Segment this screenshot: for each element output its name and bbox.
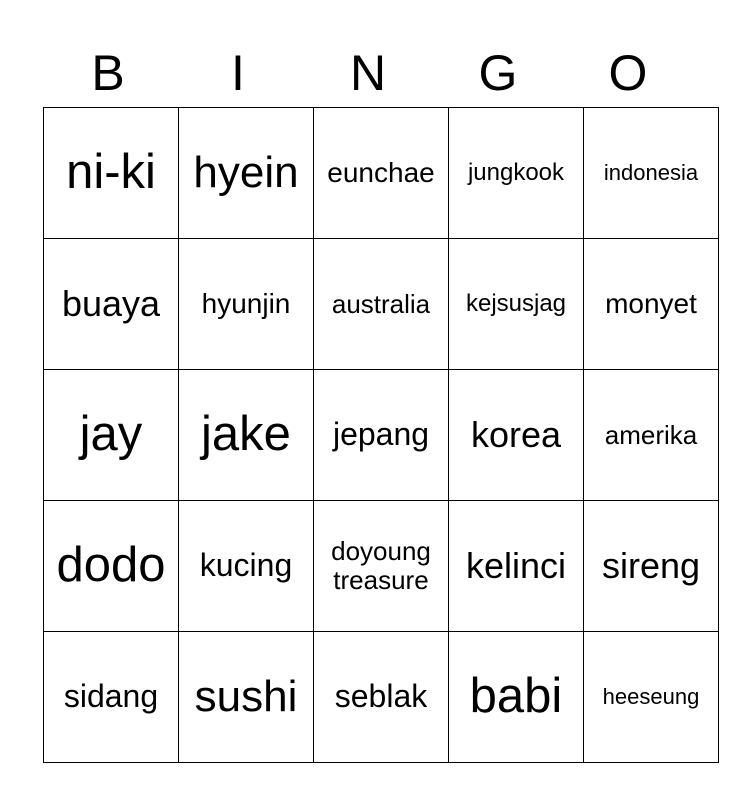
bingo-cell[interactable]: kejsusjag bbox=[449, 239, 584, 370]
board-row bbox=[44, 632, 719, 763]
bingo-cell[interactable]: jepang bbox=[314, 370, 449, 501]
bingo-cell[interactable]: monyet bbox=[584, 239, 719, 370]
bingo-cell[interactable]: heeseung bbox=[584, 632, 719, 763]
header-letter-b: B bbox=[91, 45, 125, 101]
bingo-cell[interactable]: amerika bbox=[584, 370, 719, 501]
bingo-cell[interactable]: buaya bbox=[44, 239, 179, 370]
bingo-cell[interactable]: jay bbox=[44, 370, 179, 501]
board-row bbox=[44, 370, 719, 501]
header-letter-o: O bbox=[608, 45, 648, 101]
bingo-board bbox=[43, 107, 719, 763]
bingo-cell[interactable]: australia bbox=[314, 239, 449, 370]
bingo-cell[interactable]: indonesia bbox=[584, 108, 719, 239]
bingo-cell[interactable]: sireng bbox=[584, 501, 719, 632]
bingo-header bbox=[43, 40, 693, 106]
board-row bbox=[44, 501, 719, 632]
bingo-cell[interactable]: dodo bbox=[44, 501, 179, 632]
header-letter-g: G bbox=[478, 45, 518, 101]
bingo-cell[interactable]: jungkook bbox=[449, 108, 584, 239]
bingo-cell[interactable]: jake bbox=[179, 370, 314, 501]
bingo-cell[interactable]: kelinci bbox=[449, 501, 584, 632]
header-letter-i: I bbox=[231, 45, 245, 101]
bingo-cell[interactable]: babi bbox=[449, 632, 584, 763]
bingo-cell[interactable]: kucing bbox=[179, 501, 314, 632]
board-row bbox=[44, 108, 719, 239]
bingo-cell[interactable]: sidang bbox=[44, 632, 179, 763]
bingo-cell[interactable]: korea bbox=[449, 370, 584, 501]
bingo-cell[interactable]: ni-ki bbox=[44, 108, 179, 239]
bingo-cell[interactable]: eunchae bbox=[314, 108, 449, 239]
bingo-cell[interactable]: seblak bbox=[314, 632, 449, 763]
bingo-cell[interactable]: sushi bbox=[179, 632, 314, 763]
bingo-cell[interactable]: hyein bbox=[179, 108, 314, 239]
bingo-cell[interactable]: hyunjin bbox=[179, 239, 314, 370]
header-letter-n: N bbox=[349, 45, 387, 101]
bingo-cell[interactable]: doyoung treasure bbox=[314, 501, 449, 632]
board-row bbox=[44, 239, 719, 370]
